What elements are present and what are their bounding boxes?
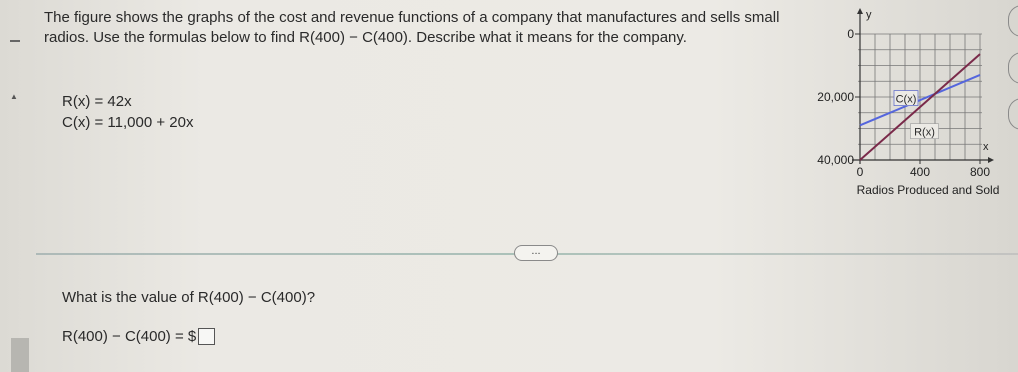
answer-row bbox=[62, 328, 215, 345]
x-tick-label: 800 bbox=[969, 165, 991, 179]
y-tick-label: 40,000 bbox=[817, 153, 854, 167]
cost-revenue-graph bbox=[790, 4, 1005, 200]
collapse-triangle-icon[interactable]: ▲ bbox=[10, 92, 18, 101]
left-edge-dash bbox=[10, 40, 20, 42]
expand-more-button[interactable]: ... bbox=[514, 245, 558, 261]
revenue-formula: R(x) = 42x bbox=[62, 93, 132, 110]
revenue-label: R(x) bbox=[914, 126, 935, 139]
x-tick-label: 400 bbox=[909, 165, 931, 179]
x-tick-label: 0 bbox=[856, 165, 864, 179]
answer-prefix: R(400) − C(400) = $ bbox=[62, 328, 197, 345]
y-tick-label: 0 bbox=[847, 27, 854, 41]
left-side-bar bbox=[11, 338, 29, 372]
problem-prompt: The figure shows the graphs of the cost and revenue functions of a company that manufactures and sells small radios. Use the formulas below to find R(400) − C(400). Describe what it means for the company. bbox=[44, 9, 780, 46]
y-axis-arrow bbox=[857, 8, 863, 14]
answer-input-box[interactable] bbox=[198, 328, 215, 345]
graph-grid bbox=[858, 34, 982, 160]
y-tick-label: 20,000 bbox=[817, 90, 854, 104]
x-axis-arrow bbox=[988, 157, 994, 163]
x-axis-caption: Radios Produced and Sold bbox=[856, 183, 1000, 197]
question-text: What is the value of R(400) − C(400)? bbox=[62, 289, 316, 306]
y-axis-label: y bbox=[866, 9, 872, 21]
x-axis-label: x bbox=[983, 141, 989, 153]
cost-formula: C(x) = 11,000 + 20x bbox=[62, 114, 194, 131]
cost-label: C(x) bbox=[895, 93, 917, 106]
